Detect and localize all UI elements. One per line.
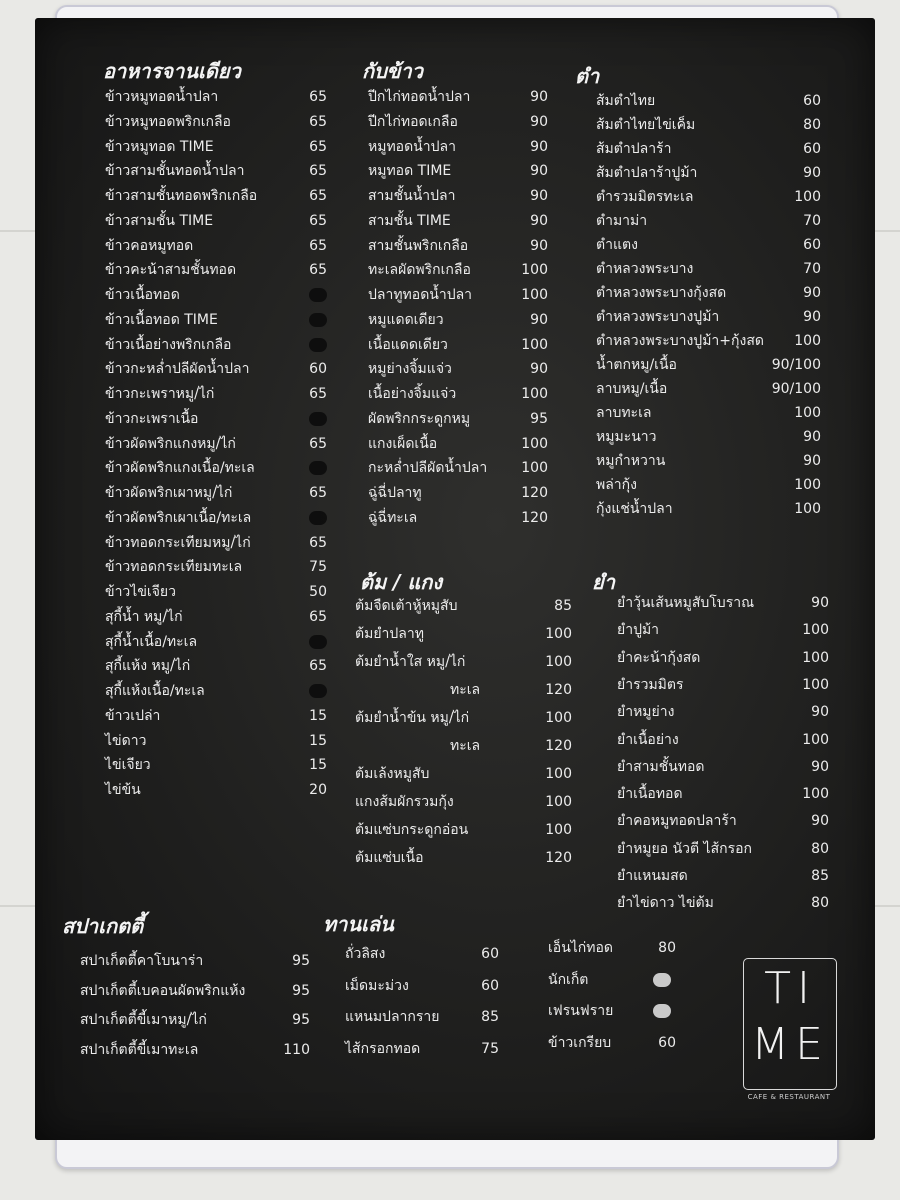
menu-item-price: 90 [530,163,548,180]
menu-item-price: 100 [521,435,548,452]
menu-item-price: 65 [309,113,327,130]
menu-item-name: ยำหมูยอ นัวตี ไส้กรอก [617,840,753,857]
menu-item-price: 100 [521,287,548,303]
menu-item-price: 15 [309,757,327,774]
menu-item-name: ข้าวผัดพริกเผาหมู/ไก่ [105,485,233,501]
menu-item-price: 90 [811,758,829,775]
menu-item-price: 90 [803,453,821,469]
menu-item-name: สปาเก็ตตี้ขี้เมาหมู/ไก่ [80,1012,207,1028]
covered-price [309,313,327,327]
menu-item-price: 90 [530,361,548,378]
menu-item-price: 90/100 [771,357,821,373]
menu-item-name: ข้าวกะเพราเนื้อ [105,410,199,427]
menu-item-price: 95 [530,410,548,427]
covered-price [309,635,327,649]
menu-item-name: สามชั้นพริกเกลือ [368,237,469,254]
menu-item-name: ยำแหนมสด [617,868,688,884]
menu-item-price: 120 [545,738,572,754]
menu-item-price: 90 [803,429,821,445]
menu-item-price: 95 [292,1012,310,1028]
menu-item-name: ข้าวกะหล่ำปลีผัดน้ำปลา [105,361,250,378]
menu-item-name: ผัดพริกกระดูกหมู [368,410,471,427]
menu-item-price: 100 [802,786,829,803]
menu-item-name: ข้าวไข่เจียว [105,584,176,600]
menu-item-name: ยำเนื้อย่าง [617,731,679,748]
menu-item-price: 65 [309,608,327,625]
menu-item-name: เฟรนฟราย [548,1003,614,1019]
menu-item-price: 65 [309,658,327,675]
menu-item-price: 65 [309,534,327,551]
menu-item-price: 100 [545,710,572,726]
menu-item-name: ส้มตำไทย [596,93,656,109]
menu-item-name: หมูมะนาว [596,429,657,445]
covered-price [309,338,327,352]
menu-item-price: 100 [802,622,829,639]
menu-item-price: 100 [545,794,572,810]
section-heading: ยำ [592,570,615,594]
menu-item-price: 75 [481,1040,499,1057]
menu-item-price: 60 [803,93,821,109]
menu-item-price: 60 [658,1034,676,1051]
menu-item-price: 120 [545,850,572,866]
menu-item-price: 100 [521,336,548,353]
menu-item-name: เนื้อย่างจิ้มแจ่ว [368,386,457,402]
section-heading: อาหารจานเดียว [103,59,241,83]
menu-item-name: หมูทอดน้ำปลา [368,138,456,155]
menu-item-name: ข้าวเนื้อย่างพริกเกลือ [105,336,232,353]
menu-item-name: ต้มยำน้ำข้น หมู/ไก่ [355,710,470,726]
menu-item-price: 65 [309,386,327,402]
menu-item-price: 85 [811,868,829,884]
menu-item-name: ส้มตำปลาร้า [596,141,672,157]
menu-item-name: สุกี้แห้งเนื้อ/ทะเล [105,683,205,699]
menu-item-name: ข้าวกะเพราหมู/ไก่ [105,386,215,402]
menu-item-price: 90 [530,89,548,105]
menu-item-name: ข้าวสามชั้นทอดน้ำปลา [105,163,245,180]
menu-item-price: 65 [309,188,327,204]
menu-item-price: 65 [309,262,327,279]
menu-item-price: 100 [545,654,572,670]
menu-item-name: สปาเก็ตตี้เบคอนผัดพริกแห้ง [80,982,246,999]
menu-item-name: ข้าวเนื้อทอด TIME [105,311,218,328]
menu-item-name: ข้าวเปล่า [105,707,161,724]
menu-item-price: 60 [481,946,499,962]
menu-item-name: หมูแดดเดียว [368,311,444,328]
menu-item-name: ปลาทูทอดน้ำปลา [368,287,473,303]
menu-item-price: 100 [802,676,829,693]
menu-item-price: 90 [803,309,821,325]
menu-item-name: ถั่วลิสง [345,946,386,962]
menu-item-name: ต้มเล้งหมูสับ [355,766,430,782]
menu-item-name: ไข่ดาว [105,732,147,749]
menu-item-name: ไข่เจียว [105,757,151,774]
logo-line-1: TI [764,963,816,1014]
menu-item-name: ข้าวสามชั้น TIME [105,212,214,229]
menu-item-name: ข้าวผัดพริกแกงหมู/ไก่ [105,435,236,452]
menu-item-name: เนื้อแดดเดียว [368,336,448,353]
menu-item-name: ฉู่ฉี่ปลาทู [368,485,422,501]
menu-item-price: 95 [292,982,310,999]
menu-item-name: ข้าวคอหมูทอด [105,237,194,254]
section-heading: ตำ [575,64,600,88]
menu-item-price: 80 [811,840,829,857]
menu-item-name: ยำคอหมูทอดปลาร้า [617,813,737,830]
menu-item-price: 100 [794,405,821,421]
menu-item-price: 50 [309,584,327,600]
menu-item-name: ส้มตำไทยไข่เค็ม [596,117,696,133]
menu-item-name: ตำหลวงพระบาง [596,261,694,277]
menu-item-name: แกงส้มผักรวมกุ้ง [355,794,454,810]
menu-item-price: 120 [521,485,548,501]
menu-item-name: ทะเล [450,738,481,754]
covered-price [653,973,671,987]
menu-item-name: พล่ากุ้ง [596,477,637,493]
menu-item-name: ลาบทะเล [596,405,652,421]
menu-item-name: ข้าวผัดพริกเผาเนื้อ/ทะเล [105,509,252,526]
menu-item-price: 80 [811,895,829,912]
menu-item-price: 60 [803,237,821,253]
menu-item-name: ลาบหมู/เนื้อ [596,381,668,397]
menu-item-price: 60 [309,361,327,378]
menu-item-name: หมูย่างจิ้มแจ่ว [368,361,452,378]
menu-item-price: 70 [803,261,821,277]
menu-item-name: ต้มแซ่บกระดูกอ่อน [355,822,469,838]
menu-item-name: สุกี้แห้ง หมู/ไก่ [105,658,191,675]
menu-item-name: ปีกไก่ทอดน้ำปลา [368,89,471,105]
menu-item-price: 65 [309,89,327,105]
covered-price [309,412,327,426]
menu-item-name: หมูกำหวาน [596,453,666,469]
menu-item-name: ยำหมูย่าง [617,704,675,721]
menu-item-price: 90 [811,595,829,611]
menu-item-name: ทะเลผัดพริกเกลือ [368,262,471,279]
menu-item-name: สุกี้น้ำเนื้อ/ทะเล [105,633,198,650]
menu-item-name: ยำรวมมิตร [617,676,684,693]
menu-item-price: 65 [309,435,327,452]
menu-item-price: 80 [803,117,821,133]
menu-item-price: 20 [309,782,327,798]
menu-item-name: ตำมาม่า [596,213,648,229]
menu-item-price: 100 [794,477,821,493]
menu-item-name: ข้าวทอดกระเทียมทะเล [105,559,243,576]
menu-item-name: แหนมปลากราย [345,1009,440,1025]
covered-price [309,684,327,698]
menu-item-price: 120 [545,682,572,698]
menu-item-name: ข้าวเกรียบ [548,1034,612,1051]
logo-line-2: ME [751,1019,829,1070]
menu-item-name: สามชั้นน้ำปลา [368,188,456,204]
menu-item-name: ข้าวคะน้าสามชั้นทอด [105,262,237,279]
menu-item-price: 65 [309,485,327,501]
menu-item-name: หมูทอด TIME [368,163,452,180]
menu-item-name: ตำหลวงพระบางปูม้า+กุ้งสด [596,333,764,349]
logo-tagline: CAFE & RESTAURANT [747,1093,831,1101]
menu-item-price: 100 [545,626,572,642]
menu-item-name: ยำไข่ดาว ไข่ต้ม [617,895,714,912]
menu-item-price: 90 [530,188,548,204]
menu-item-price: 70 [803,213,821,229]
covered-price [653,1004,671,1018]
menu-item-name: ต้มแซ่บเนื้อ [355,850,424,866]
menu-item-price: 65 [309,237,327,254]
menu-item-price: 90 [811,813,829,830]
menu-item-price: 90 [803,285,821,301]
menu-item-price: 100 [794,189,821,205]
menu-item-price: 100 [802,731,829,748]
menu-item-name: สามชั้น TIME [368,212,451,229]
menu-item-price: 90 [803,165,821,181]
section-heading: ทานเล่น [323,912,394,936]
menu-item-name: นักเก็ต [548,971,589,988]
menu-item-price: 100 [521,386,548,402]
menu-item-price: 15 [309,732,327,749]
section-heading: สปาเกตตี้ [62,914,144,938]
menu-item-name: แกงเผ็ดเนื้อ [368,435,438,452]
section-heading: ต้ม / แกง [360,570,443,594]
menu-item-price: 60 [803,141,821,157]
menu-item-name: สปาเก็ตตี้ขี้เมาทะเล [80,1041,199,1058]
menu-item-price: 80 [658,940,676,956]
menu-item-price: 100 [521,460,548,477]
menu-item-name: ทะเล [450,682,481,698]
menu-item-price: 95 [292,953,310,969]
menu-item-price: 100 [802,649,829,666]
menu-item-name: ข้าวหมูทอดน้ำปลา [105,89,219,105]
menu-item-price: 90 [530,237,548,254]
menu-item-name: ยำวุ้นเส้นหมูสับโบราณ [617,595,755,611]
time-logo [743,958,837,1090]
menu-item-price: 100 [794,333,821,349]
menu-item-name: ตำแตง [596,237,638,253]
menu-item-price: 100 [794,501,821,517]
menu-item-name: สุกี้น้ำ หมู/ไก่ [105,608,183,625]
menu-item-name: ยำเนื้อทอด [617,786,683,803]
menu-item-price: 100 [545,822,572,838]
menu-item-name: ข้าวเนื้อทอด [105,287,180,303]
menu-item-name: ตำหลวงพระบางปูม้า [596,309,720,325]
menu-item-name: กุ้งแช่น้ำปลา [596,501,673,517]
menu-item-name: ต้มยำปลาทู [355,626,424,642]
menu-item-name: เอ็นไก่ทอด [548,940,614,956]
menu-item-name: น้ำตกหมู/เนื้อ [596,357,677,373]
menu-item-name: ตำรวมมิตรทะเล [596,189,694,205]
menu-item-name: ยำคะน้ากุ้งสด [617,649,701,666]
menu-item-name: ฉู่ฉี่ทะเล [368,509,418,526]
menu-item-price: 65 [309,163,327,180]
menu-item-name: ข้าวหมูทอด TIME [105,138,214,155]
menu-item-name: ส้มตำปลาร้าปูม้า [596,165,698,181]
menu-item-price: 65 [309,212,327,229]
menu-item-name: ข้าวผัดพริกแกงเนื้อ/ทะเล [105,460,255,477]
menu-item-price: 65 [309,138,327,155]
menu-item-price: 110 [283,1041,310,1058]
menu-item-name: ยำปูม้า [617,622,660,639]
menu-item-price: 90 [811,704,829,721]
menu-item-name: ไข่ข้น [105,782,141,798]
menu-item-price: 90 [530,113,548,130]
menu-item-name: ต้มยำน้ำใส หมู/ไก่ [355,654,466,670]
menu-item-name: ตำหลวงพระบางกุ้งสด [596,285,727,301]
menu-item-price: 90 [530,138,548,155]
menu-item-name: กะหล่ำปลีผัดน้ำปลา [368,460,488,477]
menu-item-price: 15 [309,707,327,724]
covered-price [309,461,327,475]
menu-item-name: ข้าวสามชั้นทอดพริกเกลือ [105,188,258,204]
menu-item-name: ยำสามชั้นทอด [617,758,705,775]
menu-item-name: ข้าวทอดกระเทียมหมู/ไก่ [105,534,251,551]
menu-item-name: สปาเก็ตตี้คาโบนาร่า [80,953,204,969]
menu-item-price: 120 [521,509,548,526]
menu-item-name: ปีกไก่ทอดเกลือ [368,113,458,130]
menu-item-price: 90/100 [771,381,821,397]
menu-item-price: 90 [530,311,548,328]
menu-item-price: 60 [481,977,499,994]
menu-item-price: 100 [521,262,548,279]
menu-item-price: 85 [481,1009,499,1025]
menu-item-name: เม็ดมะม่วง [345,977,409,994]
section-heading: กับข้าว [362,59,423,83]
menu-item-price: 100 [545,766,572,782]
covered-price [309,288,327,302]
menu-item-name: ต้มจืดเต้าหู้หมูสับ [355,598,458,614]
menu-item-name: ไส้กรอกทอด [345,1040,421,1057]
menu-item-name: ข้าวหมูทอดพริกเกลือ [105,113,231,130]
menu-item-price: 90 [530,212,548,229]
menu-item-price: 75 [309,559,327,576]
covered-price [309,511,327,525]
menu-item-price: 85 [554,598,572,614]
